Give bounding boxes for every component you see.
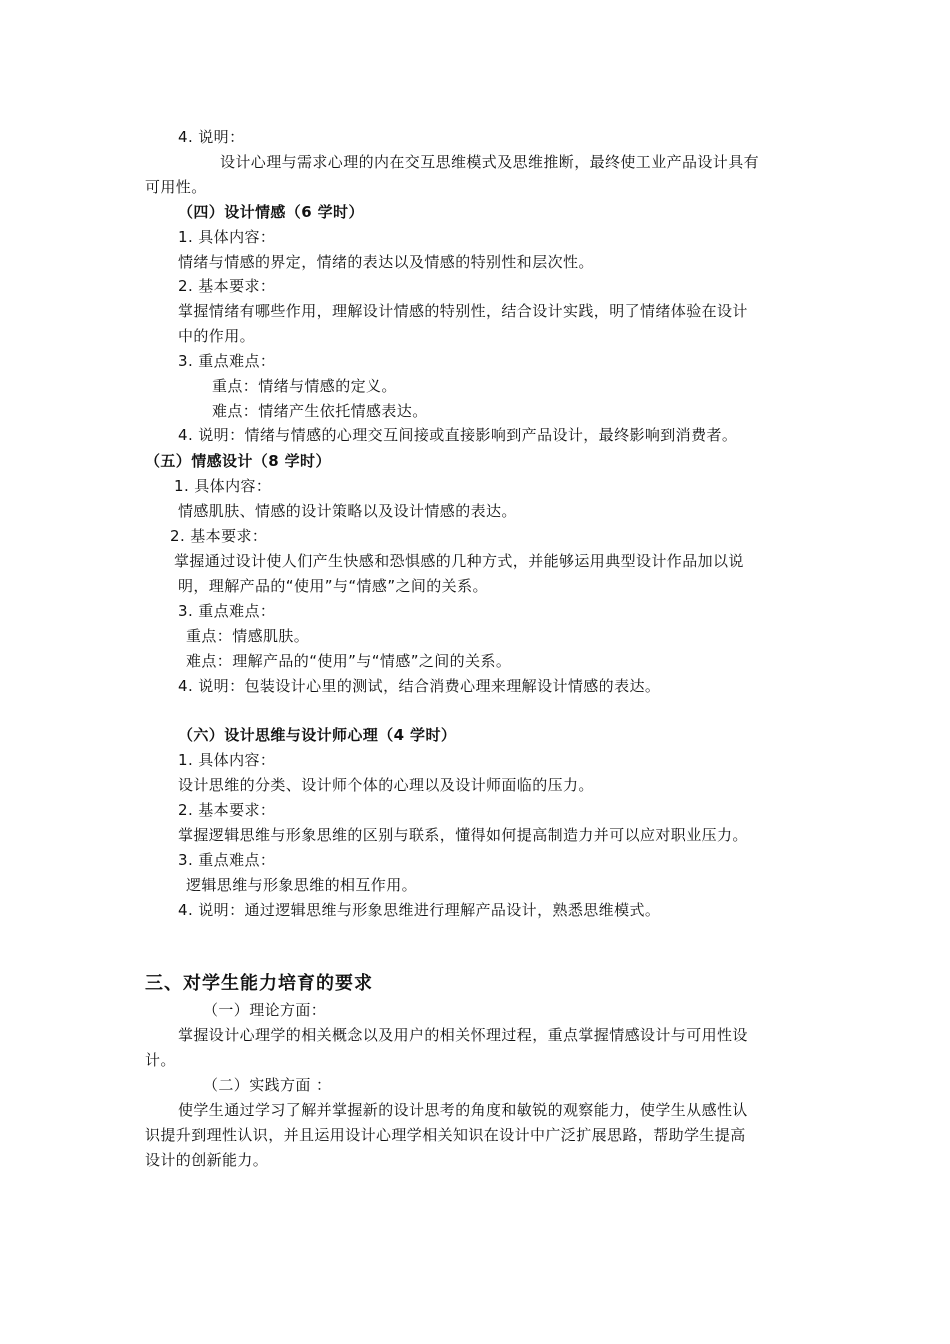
section-heading: （五）情感设计（8 学时） bbox=[145, 452, 331, 470]
paragraph-line: 重点：情感肌肤。 bbox=[186, 627, 310, 645]
paragraph-line: 设计的创新能力。 bbox=[145, 1151, 269, 1169]
paragraph-line: 4. 说明：通过逻辑思维与形象思维进行理解产品设计，熟悉思维模式。 bbox=[178, 901, 661, 919]
paragraph-line: 中的作用。 bbox=[178, 327, 256, 345]
item-label: 2. 基本要求： bbox=[170, 527, 268, 545]
paragraph-line: 情绪与情感的界定，情绪的表达以及情感的特别性和层次性。 bbox=[178, 253, 594, 271]
paragraph-line: 使学生通过学习了解并掌握新的设计思考的角度和敏锐的观察能力，使学生从感性认 bbox=[178, 1101, 748, 1119]
page-heading: 三、对学生能力培育的要求 bbox=[145, 973, 373, 994]
paragraph-line: 掌握通过设计使人们产生快感和恐惧感的几种方式，并能够运用典型设计作品加以说 bbox=[174, 552, 744, 570]
section-heading: （六）设计思维与设计师心理（4 学时） bbox=[178, 726, 457, 744]
paragraph-line: 逻辑思维与形象思维的相互作用。 bbox=[186, 876, 418, 894]
item-label: 1. 具体内容： bbox=[178, 228, 276, 246]
paragraph-line: 明，理解产品的“使用”与“情感”之间的关系。 bbox=[178, 577, 488, 595]
item-label: 1. 具体内容： bbox=[178, 751, 276, 769]
item-label: 3. 重点难点： bbox=[178, 602, 276, 620]
paragraph-line: 难点：理解产品的“使用”与“情感”之间的关系。 bbox=[186, 652, 512, 670]
paragraph-line: 计。 bbox=[145, 1051, 176, 1069]
paragraph-line: 识提升到理性认识，并且运用设计心理学相关知识在设计中广泛扩展思路，帮助学生提高 bbox=[145, 1126, 746, 1144]
paragraph-line: 难点：情绪产生依托情感表达。 bbox=[212, 402, 428, 420]
paragraph-line: 设计思维的分类、设计师个体的心理以及设计师面临的压力。 bbox=[178, 776, 594, 794]
item-label: 3. 重点难点： bbox=[178, 851, 276, 869]
item-label: （一）理论方面： bbox=[203, 1001, 327, 1019]
item-label: 2. 基本要求： bbox=[178, 801, 276, 819]
item-label: （二）实践方面 ： bbox=[203, 1076, 332, 1094]
note-label: 4. 说明： bbox=[178, 128, 245, 146]
paragraph-line: 可用性。 bbox=[145, 178, 207, 196]
paragraph-line: 掌握设计心理学的相关概念以及用户的相关怀理过程，重点掌握情感设计与可用性设 bbox=[178, 1026, 748, 1044]
item-label: 1. 具体内容： bbox=[174, 477, 272, 495]
paragraph-line: 重点：情绪与情感的定义。 bbox=[212, 377, 397, 395]
paragraph-line: 4. 说明：情绪与情感的心理交互间接或直接影响到产品设计，最终影响到消费者。 bbox=[178, 426, 738, 444]
paragraph-line: 设计心理与需求心理的内在交互思维模式及思维推断，最终使工业产品设计具有 bbox=[220, 153, 760, 171]
paragraph-line: 4. 说明：包装设计心里的测试，结合消费心理来理解设计情感的表达。 bbox=[178, 677, 661, 695]
paragraph-line: 情感肌肤、情感的设计策略以及设计情感的表达。 bbox=[178, 502, 517, 520]
paragraph-line: 掌握逻辑思维与形象思维的区别与联系，懂得如何提高制造力并可以应对职业压力。 bbox=[178, 826, 748, 844]
section-heading: （四）设计情感（6 学时） bbox=[178, 203, 364, 221]
item-label: 3. 重点难点： bbox=[178, 352, 276, 370]
item-label: 2. 基本要求： bbox=[178, 277, 276, 295]
paragraph-line: 掌握情绪有哪些作用，理解设计情感的特别性，结合设计实践，明了情绪体验在设计 bbox=[178, 302, 748, 320]
